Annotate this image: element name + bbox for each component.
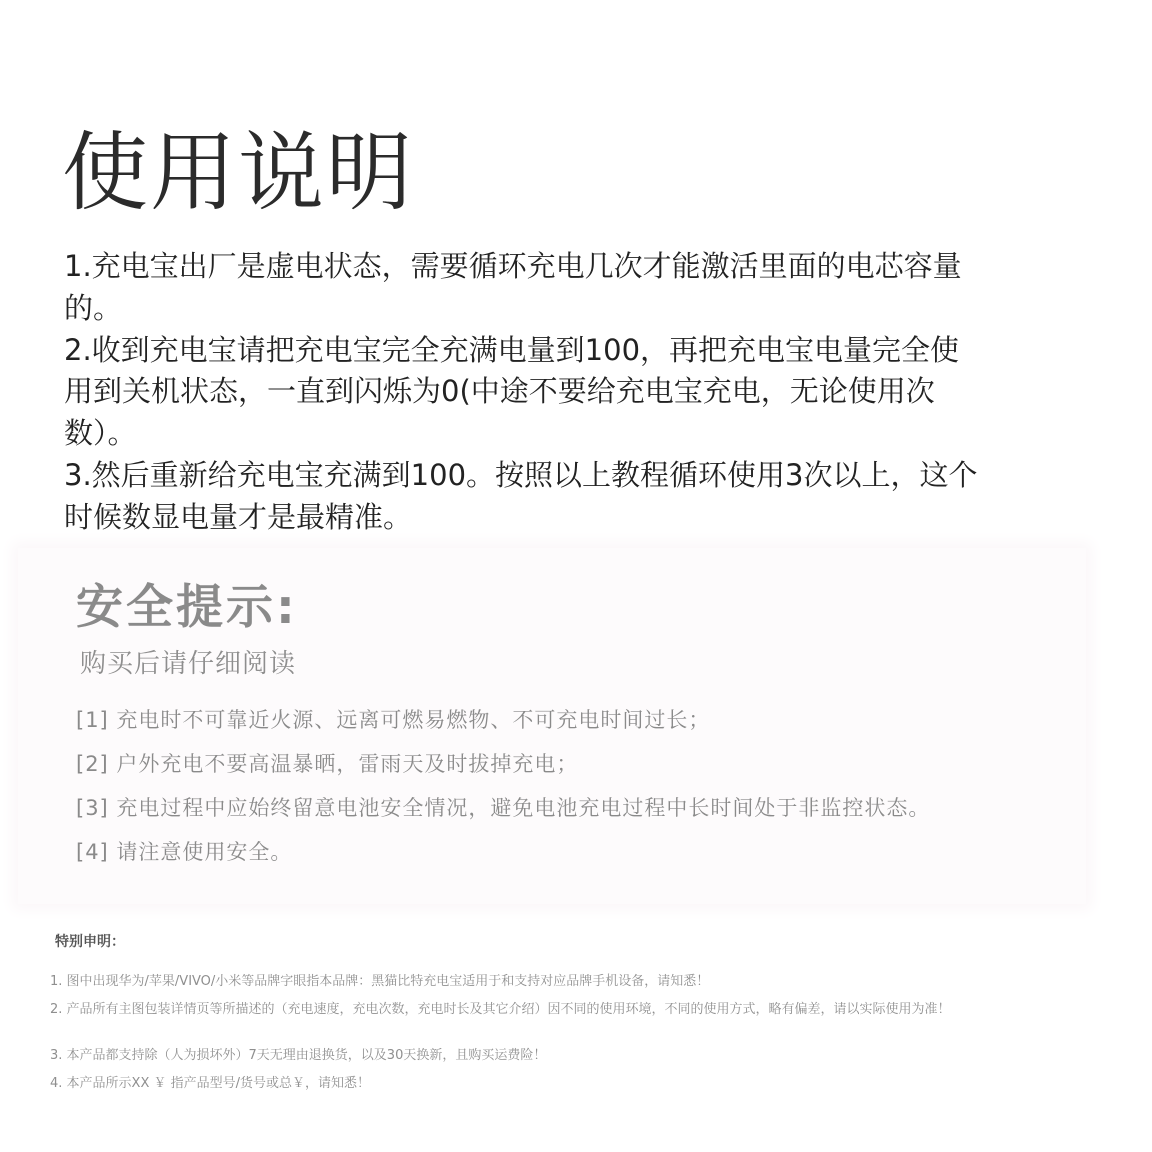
notice-title: 特别申明： bbox=[55, 934, 125, 950]
usage-instructions bbox=[64, 246, 984, 539]
safety-list bbox=[76, 698, 1076, 874]
notice-item-1: 1. 图中出现华为/苹果/VIVO/小米等品牌字眼指本品牌：黑猫比特充电宝适用于和支持对应品牌手机设备，请知悉！ bbox=[50, 974, 710, 989]
usage-paragraph-2: 2.收到充电宝请把充电宝完全充满电量到100，再把充电宝电量完全使用到关机状态，一直到闪烁为0(中途不要给充电宝充电，无论使用次数）。 bbox=[64, 332, 960, 451]
safety-item-3: [3] 充电过程中应始终留意电池安全情况，避免电池充电过程中长时间处于非监控状态。 bbox=[76, 796, 931, 820]
safety-item-2: [2] 户外充电不要高温暴晒，雷雨天及时拔掉充电； bbox=[76, 752, 579, 776]
safety-subtitle: 购买后请仔细阅读 bbox=[80, 649, 297, 679]
safety-title: 安全提示: bbox=[76, 580, 298, 635]
usage-title: 使用说明 bbox=[62, 123, 414, 223]
notice-item-2: 2. 产品所有主图包装详情页等所描述的（充电速度，充电次数，充电时长及其它介绍）因不同的使用环境，不同的使用方式，略有偏差，请以实际使用为准！ bbox=[50, 1002, 951, 1017]
usage-paragraph-3: 3.然后重新给充电宝充满到100。按照以上教程循环使用3次以上，这个时候数显电量才是最精准。 bbox=[64, 457, 978, 534]
usage-paragraph-1: 1.充电宝出厂是虚电状态，需要循环充电几次才能激活里面的电芯容量的。 bbox=[64, 249, 962, 325]
safety-item-1: [1] 充电时不可靠近火源、远离可燃易燃物、不可充电时间过长； bbox=[76, 708, 711, 732]
safety-item-4: [4] 请注意使用安全。 bbox=[76, 840, 293, 864]
notice-item-3: 3. 本产品都支持除（人为损坏外）7天无理由退换货，以及30天换新，且购买运费险！ bbox=[50, 1048, 547, 1063]
safety-panel bbox=[18, 548, 1086, 904]
notice-item-4: 4. 本产品所示XX ￥ 指产品型号/货号或总￥，请知悉！ bbox=[50, 1076, 370, 1091]
